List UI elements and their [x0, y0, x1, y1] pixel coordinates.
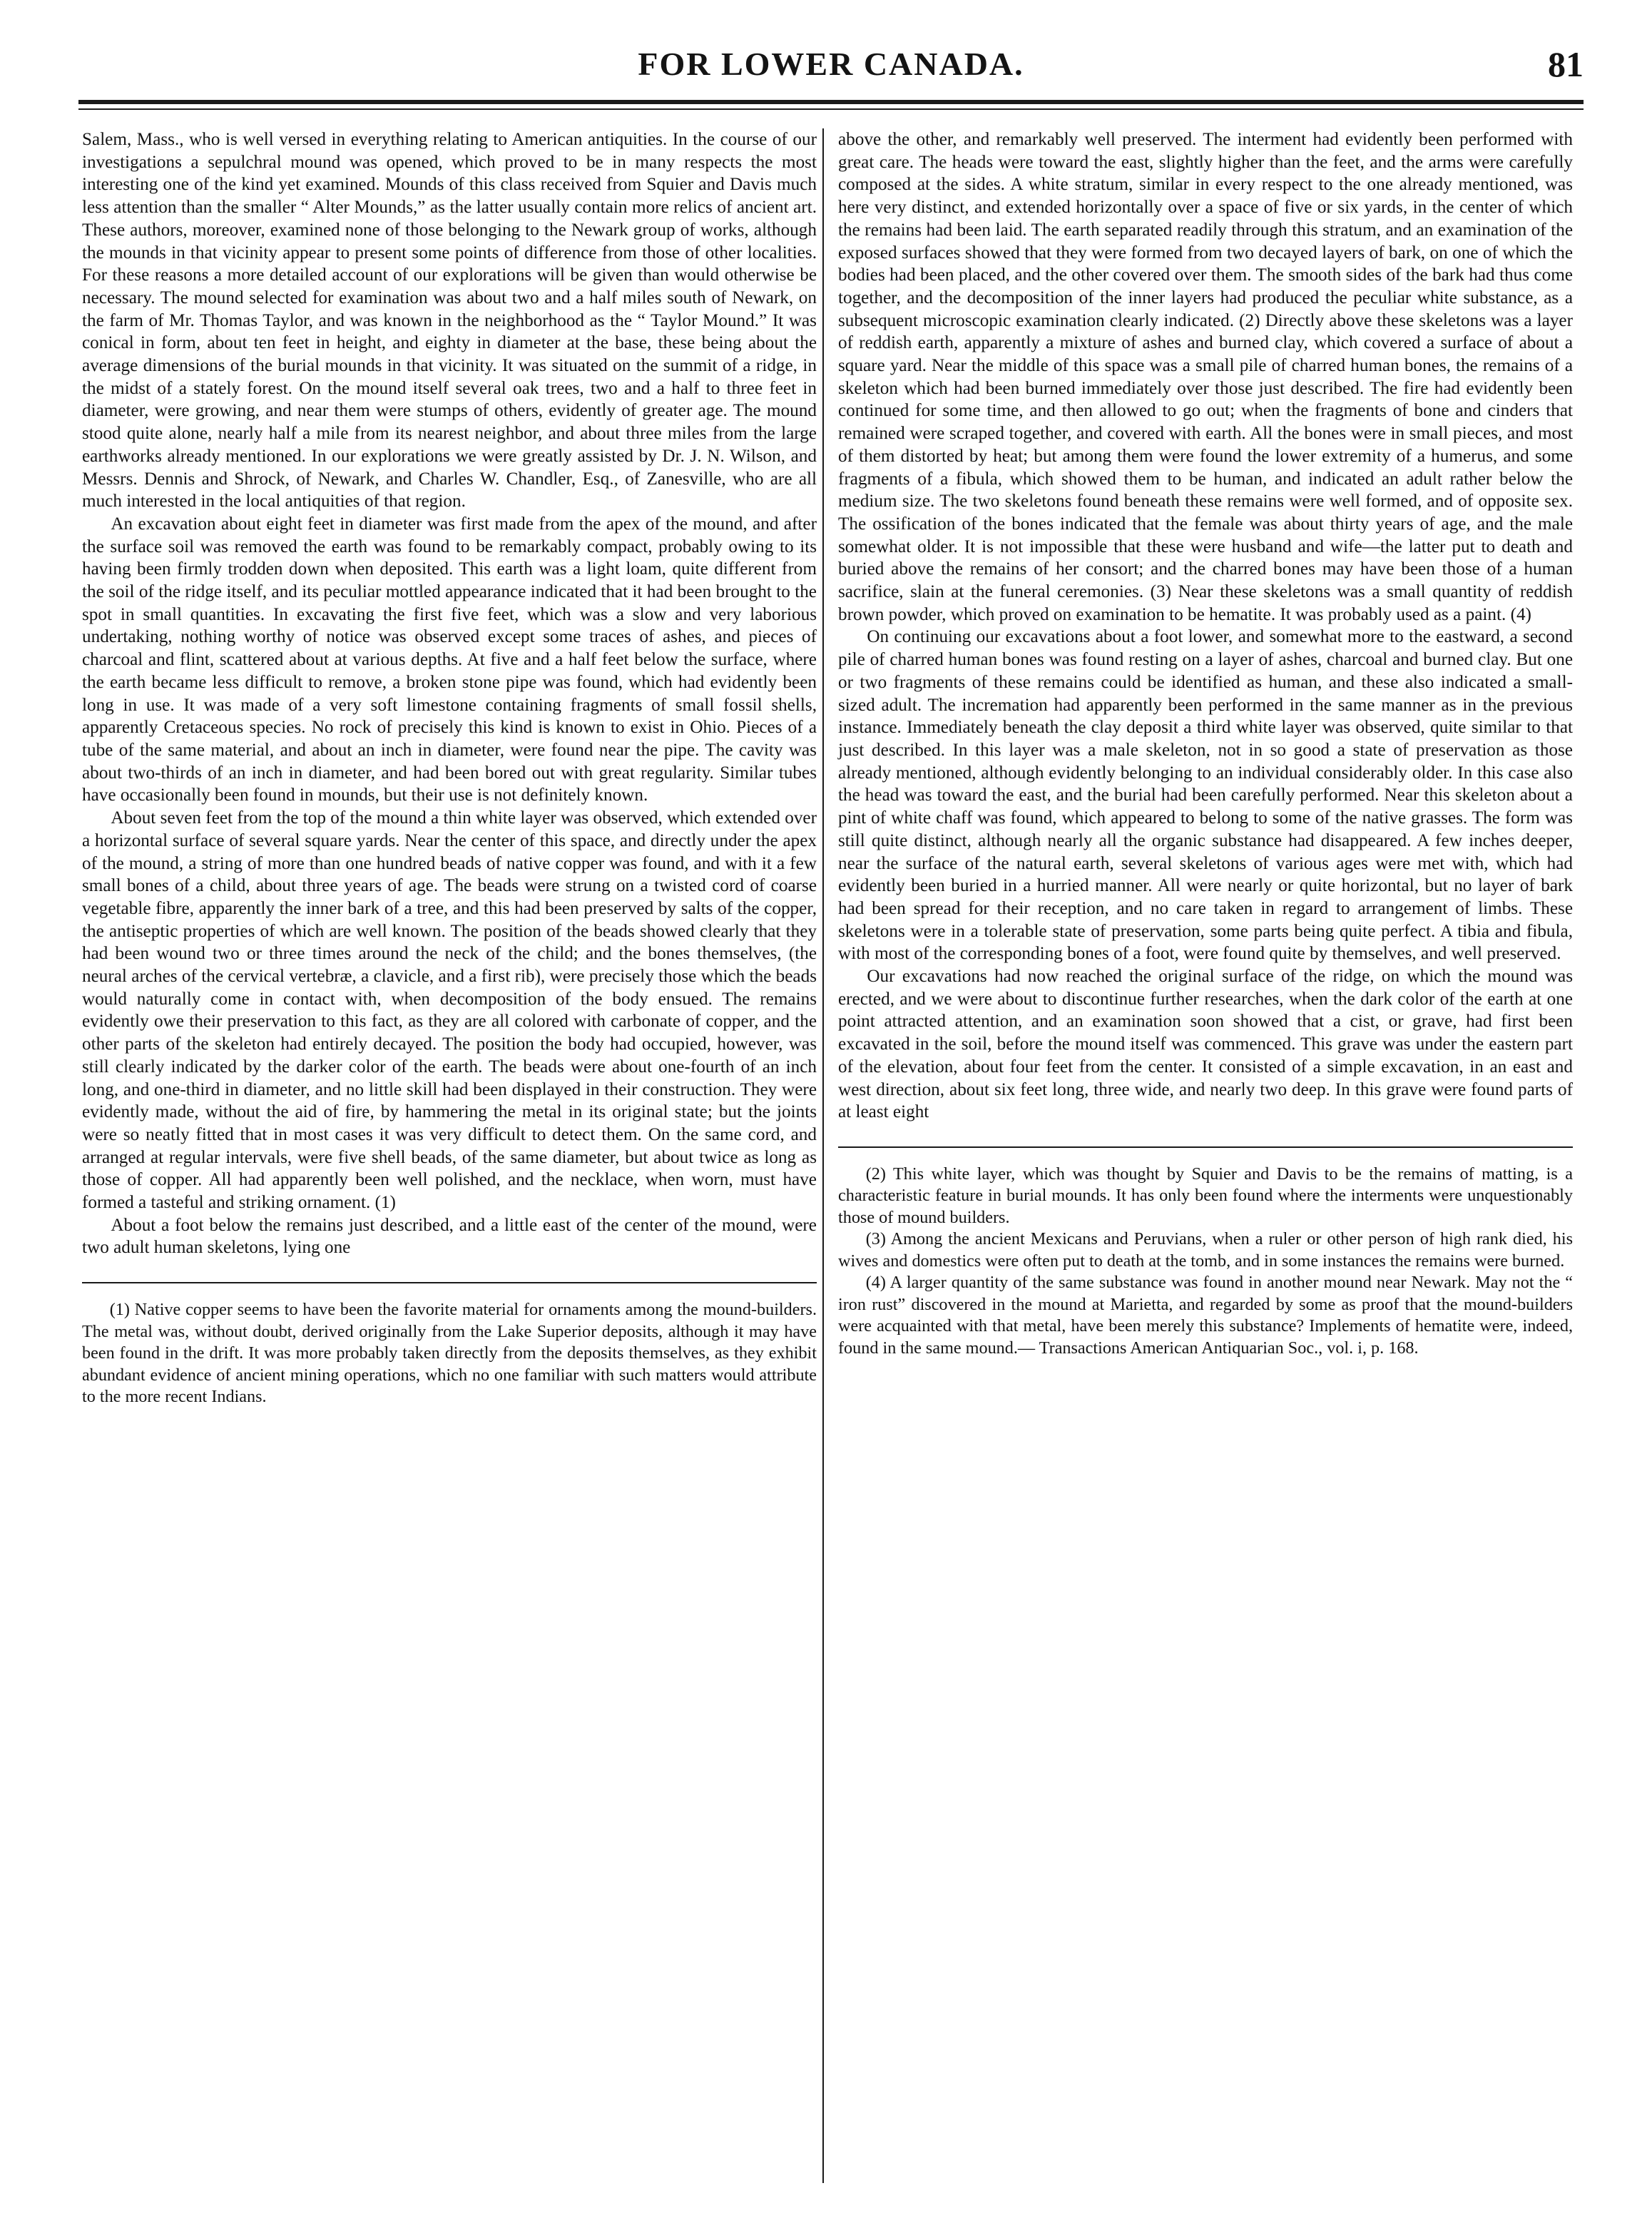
- footnote-4: (4) A larger quantity of the same substance was found in another mound near Newark. May not the “ iron rust” discovered in the mound at Marietta, and regarded by some as proof that the mound-builders were acquainted with that metal, have been merely this substance? Implements of hematite were, indeed, found in the same mound.— Transactions American Antiquarian Soc., vol. i, p. 168.: [838, 1273, 1573, 1358]
- footnote-3: (3) Among the ancient Mexicans and Peruvians, when a ruler or other person of high rank died, his wives and domestics were often put to death at the tomb, and in some instances the remains were burned.: [838, 1229, 1573, 1271]
- paragraph: An excavation about eight feet in diameter was first made from the apex of the mound, and after the surface soil was removed the earth was found to be remarkably compact, probably owing to its having been firmly trodden down when deposited. This earth was a light loam, quite different from the soil of the ridge itself, and its peculiar mottled appearance indicated that it had been brought to the spot in small quantities. In excavating the first five feet, which was a slow and very laborious undertaking, nothing worthy of notice was observed except some traces of ashes, and pieces of charcoal and flint, scattered about at various depths. At five and a half feet below the surface, where the earth became less difficult to remove, a broken stone pipe was found, which had evidently been long in use. It was made of a very soft limestone containing fragments of small fossil shells, apparently Cretaceous species. No rock of precisely this kind is known to exist in Ohio. Pieces of a tube of the same material, and about an inch in diameter, were found near the pipe. The cavity was about two-thirds of an inch in diameter, and had been bored out with great regularity. Similar tubes have occasionally been found in mounds, but their use is not definitely known.: [82, 514, 817, 805]
- footnote-2: (2) This white layer, which was thought by Squier and Davis to be the remains of matting, is a characteristic feature in burial mounds. It has only been found where the interments were unquestionably those of mound builders.: [838, 1164, 1573, 1227]
- header-rule: [78, 100, 1584, 104]
- right-column: [838, 128, 1573, 1359]
- paragraph: Salem, Mass., who is well versed in everything relating to American antiquities. In the course of our investigations a sepulchral mound was opened, which proved to be in many respects the most interesting one of the kind yet examined. Mounds of this class received from Squier and Davis much less attention than the smaller “ Alter Mounds,” as the latter usually contain more relics of ancient art. These authors, moreover, examined none of those belonging to the Newark group of works, although the mounds in that vicinity appear to present some points of difference from those of other localities. For these reasons a more detailed account of our explorations will be given than would otherwise be necessary. The mound selected for examination was about two and a half miles south of Newark, on the farm of Mr. Thomas Taylor, and was known in the neighborhood as the “ Taylor Mound.” It was conical in form, about ten feet in height, and eighty in diameter at the base, these being about the average dimensions of the burial mounds in that vicinity. It was situated on the summit of a ridge, in the midst of a stately forest. On the mound itself several oak trees, two and a half to three feet in diameter, were growing, and near them were stumps of others, evidently of greater age. The mound stood quite alone, nearly half a mile from its nearest neighbor, and about three miles from the large earthworks already mentioned. In our explorations we were greatly assisted by Dr. J. N. Wilson, and Messrs. Dennis and Shrock, of Newark, and Charles W. Chandler, Esq., of Zanesville, who are all much interested in the local antiquities of that region.: [82, 130, 817, 512]
- paragraph: About seven feet from the top of the mound a thin white layer was observed, which extended over a horizontal surface of several square yards. Near the center of this space, and directly under the apex of the mound, a string of more than one hundred beads of native copper was found, and with it a few small bones of a child, about three years of age. The beads were strung on a twisted cord of coarse vegetable fibre, apparently the inner bark of a tree, and this had been preserved by salts of the copper, the antiseptic properties of which are well known. The position of the beads showed clearly that they had been wound two or three times around the neck of the child; and the bones themselves, (the neural arches of the cervical vertebræ, a clavicle, and a first rib), were precisely those which the beads would naturally come in contact with, when decomposition of the body ensued. The remains evidently owe their preservation to this fact, as they are all colored with carbonate of copper, and the other parts of the skeleton had entirely decayed. The position the body had occupied, however, was still clearly indicated by the darker color of the earth. The beads were about one-fourth of an inch long, and one-third in diameter, and no little skill had been displayed in their construction. They were evidently made, without the aid of fire, by hammering the metal in its original state; but the joints were so neatly fitted that in most cases it was very difficult to detect them. On the same cord, and arranged at regular intervals, were five shell beads, of the same diameter, but about twice as long as those of copper. All had apparently been well polished, and the necklace, when worn, must have formed a tasteful and striking ornament. (1): [82, 808, 817, 1213]
- page-header: [78, 39, 1584, 96]
- paragraph: above the other, and remarkably well preserved. The interment had evidently been performed with great care. The heads were toward the east, slightly higher than the feet, and the arms were carefully composed at the sides. A white stratum, similar in every respect to the one already mentioned, was here very distinct, and extended horizontally over a space of five or six yards, in the center of which the remains had been laid. The earth separated readily through this stratum, and an examination of the exposed surfaces showed that they were formed from two decayed layers of bark, on one of which the bodies had been placed, and the other covered over them. The smooth sides of the bark had thus come together, and the decomposition of the inner layers had produced the peculiar white substance, as a subsequent microscopic examination clearly indicated. (2) Directly above these skeletons was a layer of reddish earth, apparently a mixture of ashes and burned clay, which covered a surface of about a square yard. Near the middle of this space was a small pile of charred human bones, the remains of a skeleton which had been burned immediately over those just described. The fire had evidently been continued for some time, and then allowed to go out; when the fragments of bone and cinders that remained were scraped together, and covered with earth. All the bones were in small pieces, and most of them distorted by heat; but among them were found the lower extremity of a humerus, and some fragments of a fibula, which showed them to be human, and indicated an adult rather below the medium size. The two skeletons found beneath these remains were well formed, and of opposite sex. The ossification of the bones indicated that the female was about thirty years of age, and the male somewhat older. It is not impossible that these were husband and wife—the latter put to death and buried above the remains of her consort; and the charred bones may have been those of a human sacrifice, slain at the funeral ceremonies. (3) Near these skeletons was a small quantity of reddish brown powder, which proved on examination to be hematite. It was probably used as a paint. (4): [838, 130, 1573, 624]
- footnote-1: (1) Native copper seems to have been the favorite material for ornaments among the mound-builders. The metal was, without doubt, derived originally from the Lake Superior deposits, although it may have been found in the drift. It was more probably taken directly from the deposits themselves, as they exhibit abundant evidence of ancient mining operations, which no one familiar with such matters would attribute to the more recent Indians.: [82, 1300, 817, 1407]
- running-title: FOR LOWER CANADA.: [638, 46, 1024, 82]
- header-rule-thin: [78, 108, 1584, 110]
- footnote-rule: [838, 1146, 1573, 1148]
- left-column: [82, 128, 817, 1408]
- column-divider: [822, 128, 824, 2183]
- paragraph: Our excavations had now reached the original surface of the ridge, on which the mound was erected, and we were about to discontinue further researches, when the dark color of the earth at one point attracted attention, and an examination soon showed that a cist, or grave, had first been excavated in the soil, before the mound itself was commenced. This grave was under the eastern part of the elevation, about four feet from the center. It consisted of a simple excavation, in an east and west direction, about six feet long, three wide, and nearly two deep. In this grave were found parts of at least eight: [838, 967, 1573, 1122]
- page-number: 81: [1548, 44, 1584, 84]
- footnote-rule: [82, 1282, 817, 1283]
- paragraph: About a foot below the remains just described, and a little east of the center of the mound, were two adult human skeletons, lying one: [82, 1215, 817, 1258]
- paragraph: On continuing our excavations about a foot lower, and somewhat more to the eastward, a second pile of charred human bones was found resting on a layer of ashes, charcoal and burned clay. But one or two fragments of these remains could be identified as human, and these also indicated a small-sized adult. The incremation had apparently been performed in the same manner as in the previous instance. Immediately beneath the clay deposit a third white layer was observed, quite similar to that just described. In this layer was a male skeleton, not in so good a state of preservation as those already mentioned, although evidently belonging to an individual considerably older. In this case also the head was toward the east, and the burial had been carefully performed. Near this skeleton about a pint of white chaff was found, which appeared to belong to some of the native grasses. The form was still quite distinct, although nearly all the organic substance had disappeared. A few inches deeper, near the surface of the natural earth, several skeletons of various ages were met with, which had evidently been buried in a hurried manner. All were nearly or quite horizontal, but no layer of bark had been spread for their reception, and no care taken in regard to arrangement of limbs. These skeletons were in a tolerable state of preservation, some parts being quite perfect. A tibia and fibula, with most of the corresponding bones of a foot, were found quite by themselves, and well preserved.: [838, 627, 1573, 964]
